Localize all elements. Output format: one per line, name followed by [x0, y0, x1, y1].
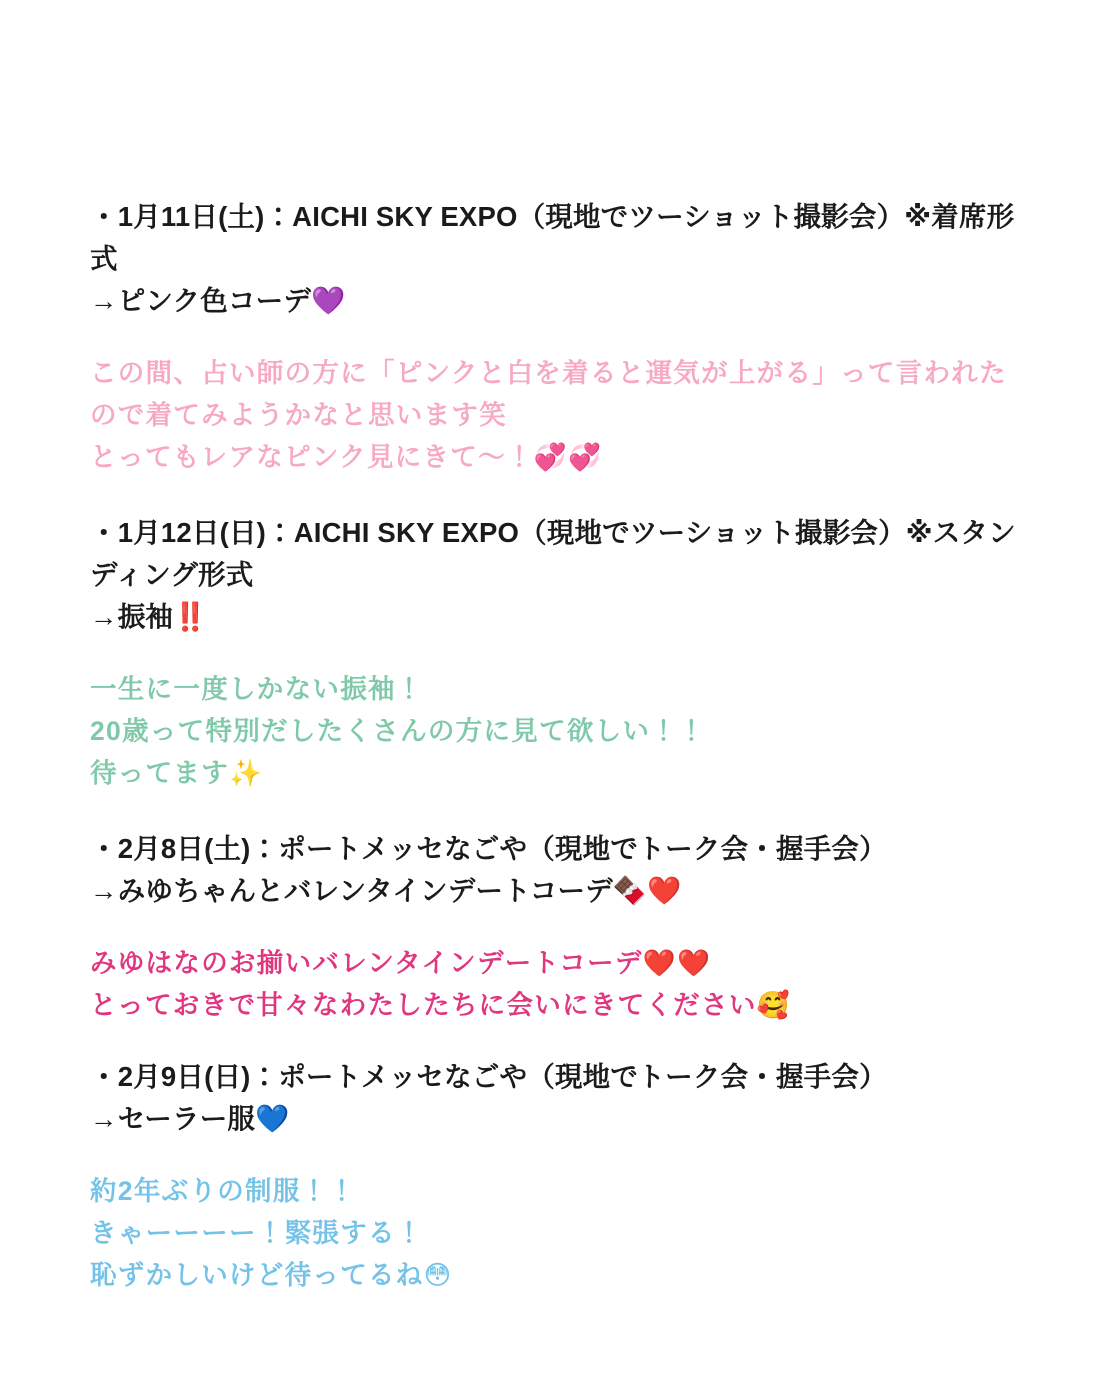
comment-block-pink	[90, 352, 1016, 478]
comment-line: みゆはなのお揃いバレンタインデートコーデ❤️❤️	[90, 948, 712, 978]
event-outfit-line: →みゆちゃんとバレンタインデートコーデ🍫❤️	[90, 875, 682, 906]
spacer	[90, 1026, 1016, 1056]
event-block-0209	[90, 1056, 1016, 1140]
comment-block-magenta	[90, 942, 1016, 1026]
comment-line: 一生に一度しかない振袖！	[90, 674, 424, 704]
comment-line: 20歳って特別だしたくさんの方に見て欲しい！！	[90, 716, 706, 746]
comment-line: きゃーーーー！緊張する！	[90, 1218, 424, 1248]
comment-block-green	[90, 668, 1016, 794]
event-block-0208	[90, 828, 1016, 912]
spacer	[90, 322, 1016, 352]
comment-line: とってもレアなピンク見にきて〜！💞💞	[90, 442, 603, 472]
event-line: ・1月11日(土)：AICHI SKY EXPO（現地でツーショット撮影会）※着席形式	[90, 201, 1015, 274]
spacer	[90, 912, 1016, 942]
comment-line: 恥ずかしいけど待ってるね😳	[90, 1260, 453, 1290]
event-outfit-line: →振袖‼️	[90, 601, 208, 632]
event-line: ・2月8日(土)：ポートメッセなごや（現地でトーク会・握手会）	[90, 833, 887, 864]
comment-block-blue	[90, 1170, 1016, 1296]
spacer	[90, 638, 1016, 668]
comment-line: 待ってます✨	[90, 758, 264, 788]
event-outfit-line: →ピンク色コーデ💜	[90, 285, 346, 316]
event-block-0111	[90, 196, 1016, 322]
comment-line: この間、占い師の方に「ピンクと白を着ると運気が上がる」って言われたので着てみようかなと思います笑	[90, 358, 1007, 430]
event-block-0112	[90, 512, 1016, 638]
spacer	[90, 478, 1016, 512]
spacer	[90, 794, 1016, 828]
spacer	[90, 1140, 1016, 1170]
event-line: ・1月12日(日)：AICHI SKY EXPO（現地でツーショット撮影会）※スタンディング形式	[90, 517, 1016, 590]
comment-line: 約2年ぶりの制服！！	[90, 1176, 357, 1206]
comment-line: とっておきで甘々なわたしたちに会いにきてください🥰	[90, 990, 791, 1020]
event-outfit-line: →セーラー服💙	[90, 1103, 290, 1134]
event-line: ・2月9日(日)：ポートメッセなごや（現地でトーク会・握手会）	[90, 1061, 887, 1092]
